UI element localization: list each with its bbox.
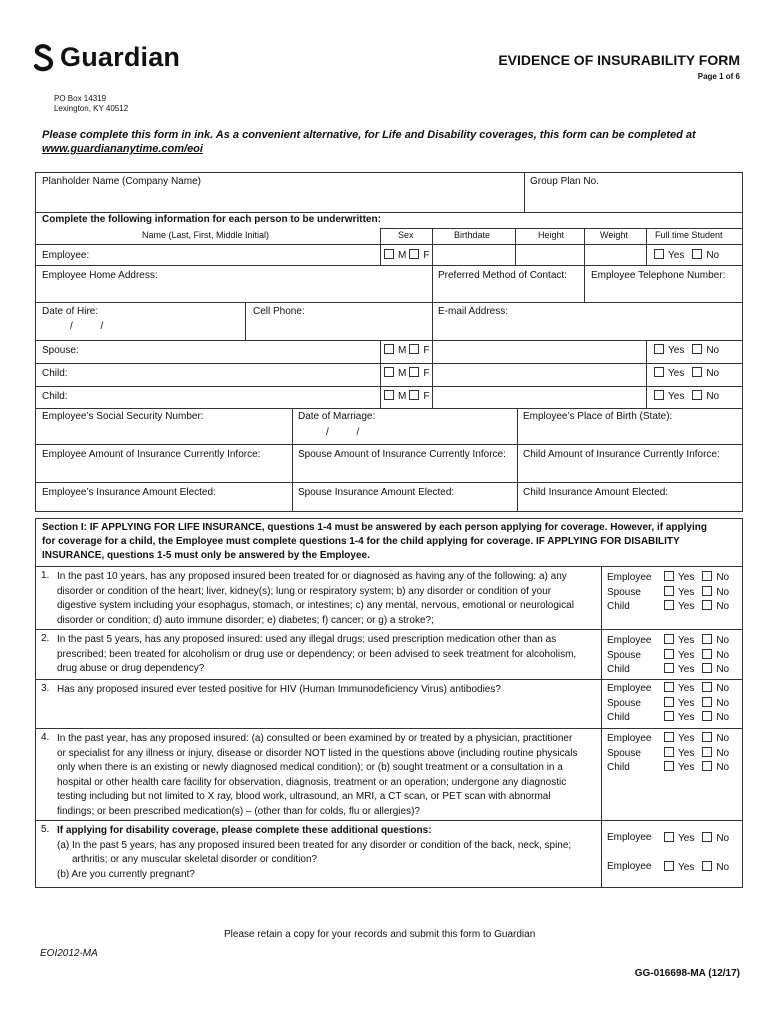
q1-employee-no-checkbox[interactable] bbox=[702, 571, 712, 581]
child2-sex-f-checkbox[interactable] bbox=[409, 390, 419, 400]
q4-line: testing including but not limited to X ray, blood work, ultrasound, an MRI, a CT scan, or PET scan with abnormal bbox=[57, 791, 551, 802]
cell-phone-label: Cell Phone: bbox=[253, 306, 305, 317]
q1-child-no-checkbox[interactable] bbox=[702, 600, 712, 610]
yes-label: Yes bbox=[668, 391, 685, 402]
no-label: No bbox=[716, 833, 730, 844]
q5a-answers bbox=[664, 832, 729, 844]
q2-text bbox=[57, 633, 576, 677]
email-label: E-mail Address: bbox=[438, 306, 509, 317]
q4-employee-yes-checkbox[interactable] bbox=[664, 732, 674, 742]
child-elected-label: Child Insurance Amount Elected: bbox=[523, 487, 669, 498]
no-label: No bbox=[716, 697, 730, 709]
employee-inforce-label: Employee Amount of Insurance Currently Inforce: bbox=[42, 449, 261, 460]
q2-line: In the past 5 years, has any proposed insured: used any illegal drugs; used prescription medication other than as bbox=[57, 634, 557, 645]
spouse-sex-f-checkbox[interactable] bbox=[409, 344, 419, 354]
q3-spouse-no-checkbox[interactable] bbox=[702, 697, 712, 707]
q4-line: findings; or been prescribed medication(s) – (other than for colds, flu or allergies)? bbox=[57, 805, 420, 817]
party-child: Child bbox=[607, 712, 630, 723]
date-of-hire-slashes: / / bbox=[70, 321, 104, 332]
no-label: No bbox=[716, 572, 730, 583]
q2-child-no-checkbox[interactable] bbox=[702, 663, 712, 673]
q5b-no-checkbox[interactable] bbox=[702, 861, 712, 871]
yes-label: Yes bbox=[678, 664, 695, 675]
q2-answers bbox=[664, 634, 729, 678]
date-of-marriage-label: Date of Marriage: bbox=[298, 411, 376, 422]
q4-number: 4. bbox=[41, 732, 50, 743]
preferred-contact-label: Preferred Method of Contact: bbox=[438, 270, 567, 281]
sex-m-label: M bbox=[398, 368, 407, 379]
q1-parties bbox=[607, 571, 651, 615]
col-name: Name (Last, First, Middle Initial) bbox=[142, 230, 270, 240]
yes-label: Yes bbox=[678, 697, 695, 709]
q5-text bbox=[57, 824, 571, 882]
q2-spouse-no-checkbox[interactable] bbox=[702, 649, 712, 659]
child1-sex bbox=[384, 367, 429, 379]
yes-label: Yes bbox=[668, 250, 685, 261]
section1-line1: Section I: IF APPLYING FOR LIFE INSURANCE, questions 1-4 must be answered by each person applying for coverage. However, if applying bbox=[42, 522, 707, 533]
yes-label: Yes bbox=[678, 572, 695, 583]
party-child: Child bbox=[607, 664, 630, 675]
address-line-2: Lexington, KY 40512 bbox=[54, 104, 129, 113]
no-label: No bbox=[716, 649, 730, 661]
party-spouse: Spouse bbox=[607, 747, 641, 759]
q4-text bbox=[57, 732, 577, 819]
child1-label: Child: bbox=[42, 368, 68, 379]
col-sex: Sex bbox=[398, 230, 414, 240]
q1-number: 1. bbox=[41, 570, 50, 581]
yes-label: Yes bbox=[668, 345, 685, 356]
eoi-link[interactable]: www.guardiananytime.com/eoi bbox=[42, 143, 203, 155]
q3-parties bbox=[607, 682, 651, 726]
q5-line: (a) In the past 5 years, has any proposed insured been treated for any disorder or condition of the back, neck, spine; bbox=[57, 839, 572, 851]
page-number: Page 1 of 6 bbox=[697, 72, 740, 81]
q3-answers bbox=[664, 682, 729, 726]
no-label: No bbox=[716, 635, 730, 646]
no-label: No bbox=[706, 345, 720, 356]
q3-employee-yes-checkbox[interactable] bbox=[664, 682, 674, 692]
q5b-answers bbox=[664, 861, 729, 873]
q5b-party: Employee bbox=[607, 861, 652, 872]
q5-line: (b) Are you currently pregnant? bbox=[57, 868, 195, 880]
q4-line: or specialist for any illness or injury, disease or disorder NOT listed in the questions above (including routine physicals bbox=[57, 747, 578, 759]
q1-line: disorder or condition; d) auto immune disorder; e) diabetes; f) cancer; or g) a stroke?; bbox=[57, 614, 434, 626]
spouse-sex-m-checkbox[interactable] bbox=[384, 344, 394, 354]
spouse-student-yes-checkbox[interactable] bbox=[654, 344, 664, 354]
q1-employee-yes-checkbox[interactable] bbox=[664, 571, 674, 581]
no-label: No bbox=[716, 862, 730, 873]
spouse-student-no-checkbox[interactable] bbox=[692, 344, 702, 354]
child1-student-no-checkbox[interactable] bbox=[692, 367, 702, 377]
q1-line: In the past 10 years, has any proposed insured been treated for or diagnosed as having any of the following: a) any bbox=[57, 571, 567, 582]
group-plan-label: Group Plan No. bbox=[530, 176, 599, 187]
sex-m-label: M bbox=[398, 345, 407, 356]
q5a-party: Employee bbox=[607, 832, 652, 843]
yes-label: Yes bbox=[678, 601, 695, 612]
party-employee: Employee bbox=[607, 635, 652, 646]
sex-f-label: F bbox=[423, 345, 430, 356]
col-student: Full time Student bbox=[655, 230, 723, 240]
spouse-inforce-label: Spouse Amount of Insurance Currently Inforce: bbox=[298, 449, 506, 460]
child2-sex bbox=[384, 390, 429, 402]
no-label: No bbox=[716, 747, 730, 759]
q2-child-yes-checkbox[interactable] bbox=[664, 663, 674, 673]
no-label: No bbox=[706, 368, 720, 379]
yes-label: Yes bbox=[678, 833, 695, 844]
col-weight: Weight bbox=[600, 230, 628, 240]
employee-student-yes-checkbox[interactable] bbox=[654, 249, 664, 259]
q4-child-no-checkbox[interactable] bbox=[702, 761, 712, 771]
sex-f-label: F bbox=[423, 391, 430, 402]
party-spouse: Spouse bbox=[607, 586, 641, 598]
q5a-no-checkbox[interactable] bbox=[702, 832, 712, 842]
spouse-elected-label: Spouse Insurance Amount Elected: bbox=[298, 487, 455, 498]
date-of-hire-label: Date of Hire: bbox=[42, 306, 99, 317]
yes-label: Yes bbox=[678, 586, 695, 598]
yes-label: Yes bbox=[678, 635, 695, 646]
employee-label: Employee: bbox=[42, 250, 90, 261]
q5b-yes-checkbox[interactable] bbox=[664, 861, 674, 871]
guardian-logo bbox=[34, 42, 180, 73]
ssn-label: Employee’s Social Security Number: bbox=[42, 411, 204, 422]
q4-parties bbox=[607, 732, 651, 776]
party-employee: Employee bbox=[607, 683, 652, 694]
party-spouse: Spouse bbox=[607, 697, 641, 709]
form-code: EOI2012-MA bbox=[40, 948, 98, 959]
q1-text bbox=[57, 570, 574, 628]
address-line-1: PO Box 14319 bbox=[54, 94, 107, 103]
yes-label: Yes bbox=[678, 762, 695, 773]
no-label: No bbox=[706, 391, 720, 402]
yes-label: Yes bbox=[668, 368, 685, 379]
party-child: Child bbox=[607, 601, 630, 612]
child2-student bbox=[654, 390, 719, 402]
telephone-label: Employee Telephone Number: bbox=[591, 270, 726, 281]
child2-student-no-checkbox[interactable] bbox=[692, 390, 702, 400]
no-label: No bbox=[716, 712, 730, 723]
q2-employee-yes-checkbox[interactable] bbox=[664, 634, 674, 644]
no-label: No bbox=[716, 601, 730, 612]
persons-intro: Complete the following information for each person to be underwritten: bbox=[42, 214, 381, 225]
employee-student bbox=[654, 249, 719, 261]
party-child: Child bbox=[607, 762, 630, 773]
child2-label: Child: bbox=[42, 391, 68, 402]
q5a-yes-checkbox[interactable] bbox=[664, 832, 674, 842]
child-inforce-label: Child Amount of Insurance Currently Inforce: bbox=[523, 449, 720, 460]
home-address-label: Employee Home Address: bbox=[42, 270, 158, 281]
brand-name: Guardian bbox=[60, 42, 181, 72]
child1-sex-m-checkbox[interactable] bbox=[384, 367, 394, 377]
party-spouse: Spouse bbox=[607, 649, 641, 661]
sex-m-label: M bbox=[398, 391, 407, 402]
col-birthdate: Birthdate bbox=[454, 230, 491, 240]
instructions-text: Please complete this form in ink. As a convenient alternative, for Life and Disability coverages, this form can be completed at bbox=[42, 129, 696, 141]
no-label: No bbox=[716, 733, 730, 744]
q5-number: 5. bbox=[41, 824, 50, 835]
q3-child-no-checkbox[interactable] bbox=[702, 711, 712, 721]
yes-label: Yes bbox=[678, 747, 695, 759]
place-of-birth-label: Employee’s Place of Birth (State): bbox=[523, 411, 673, 422]
child1-student bbox=[654, 367, 719, 379]
planholder-label: Planholder Name (Company Name) bbox=[42, 176, 201, 187]
employee-elected-label: Employee’s Insurance Amount Elected: bbox=[42, 487, 216, 498]
q4-child-yes-checkbox[interactable] bbox=[664, 761, 674, 771]
q3-number: 3. bbox=[41, 683, 50, 694]
sex-m-label: M bbox=[398, 250, 407, 261]
q3-line: Has any proposed insured ever tested positive for HIV (Human Immunodeficiency Virus) antibodies? bbox=[57, 684, 501, 695]
form-number: GG-016698-MA (12/17) bbox=[634, 968, 740, 979]
q1-child-yes-checkbox[interactable] bbox=[664, 600, 674, 610]
spouse-sex bbox=[384, 344, 429, 356]
yes-label: Yes bbox=[678, 649, 695, 661]
q1-answers bbox=[664, 571, 729, 615]
yes-label: Yes bbox=[678, 712, 695, 723]
q4-line: In the past year, has any proposed insured: (a) consulted or been examined by or treated by a physician, practitioner bbox=[57, 733, 573, 744]
party-employee: Employee bbox=[607, 733, 652, 744]
q4-line: hospital or other health care facility for observation, diagnosis, treatment or an operation; undergone any diagnostic bbox=[57, 776, 567, 788]
q5-line: arthritis; or any muscular skeletal disorder or condition? bbox=[72, 854, 318, 865]
spouse-student bbox=[654, 344, 719, 356]
retain-copy-note: Please retain a copy for your records and submit this form to Guardian bbox=[224, 929, 536, 940]
q1-spouse-no-checkbox[interactable] bbox=[702, 586, 712, 596]
sex-f-label: F bbox=[423, 368, 430, 379]
marriage-date-slashes: / / bbox=[326, 427, 360, 438]
q2-employee-no-checkbox[interactable] bbox=[702, 634, 712, 644]
q4-line: only when there is an existing or newly diagnosed medical condition); or (b) sought treatment or a consultation in a bbox=[57, 762, 563, 773]
yes-label: Yes bbox=[678, 733, 695, 744]
q3-spouse-yes-checkbox[interactable] bbox=[664, 697, 674, 707]
q2-number: 2. bbox=[41, 633, 50, 644]
yes-label: Yes bbox=[678, 862, 695, 873]
q2-line: prescribed; been treated for alcoholism or drug use or dependency; or been advised to seek treatment for alcoholism, bbox=[57, 648, 577, 660]
q1-line: digestive system including your esophagus, stomach, or intestines; c) any mental, nervous, emotional or neurological bbox=[57, 600, 574, 611]
no-label: No bbox=[716, 586, 730, 598]
child1-sex-f-checkbox[interactable] bbox=[409, 367, 419, 377]
child2-sex-m-checkbox[interactable] bbox=[384, 390, 394, 400]
q3-employee-no-checkbox[interactable] bbox=[702, 682, 712, 692]
no-label: No bbox=[716, 664, 730, 675]
no-label: No bbox=[716, 762, 730, 773]
party-employee: Employee bbox=[607, 572, 652, 583]
employee-sex-f-checkbox[interactable] bbox=[409, 249, 419, 259]
q2-line: drug abuse or drug dependency? bbox=[57, 663, 205, 674]
employee-student-no-checkbox[interactable] bbox=[692, 249, 702, 259]
employee-sex-m-checkbox[interactable] bbox=[384, 249, 394, 259]
q4-spouse-no-checkbox[interactable] bbox=[702, 747, 712, 757]
q3-child-yes-checkbox[interactable] bbox=[664, 711, 674, 721]
spouse-label: Spouse: bbox=[42, 345, 79, 356]
q5-title: If applying for disability coverage, please complete these additional questions: bbox=[57, 825, 432, 836]
child1-student-yes-checkbox[interactable] bbox=[654, 367, 664, 377]
no-label: No bbox=[716, 683, 730, 694]
q4-answers bbox=[664, 732, 729, 776]
instructions bbox=[42, 128, 732, 156]
form-title: EVIDENCE OF INSURABILITY FORM bbox=[498, 52, 740, 68]
q1-spouse-yes-checkbox[interactable] bbox=[664, 586, 674, 596]
no-label: No bbox=[706, 250, 720, 261]
q2-spouse-yes-checkbox[interactable] bbox=[664, 649, 674, 659]
col-height: Height bbox=[538, 230, 565, 240]
employee-sex bbox=[384, 249, 429, 261]
q1-line: disorder or condition of the heart; liver, kidney(s); lung or respiratory system; b) any disorder or condition of your bbox=[57, 585, 552, 597]
q4-spouse-yes-checkbox[interactable] bbox=[664, 747, 674, 757]
section1-line2: for coverage for a child, the Employee must complete questions 1-4 for the child applying for coverage. IF APPLYING FOR DISABILITY bbox=[42, 536, 680, 547]
yes-label: Yes bbox=[678, 683, 695, 694]
child2-student-yes-checkbox[interactable] bbox=[654, 390, 664, 400]
guardian-logo-icon bbox=[34, 44, 54, 72]
q3-text bbox=[57, 683, 501, 698]
q4-employee-no-checkbox[interactable] bbox=[702, 732, 712, 742]
section1-line3: INSURANCE, questions 1-5 must only be answered by the Employee. bbox=[42, 550, 370, 561]
sex-f-label: F bbox=[423, 250, 430, 261]
q2-parties bbox=[607, 634, 651, 678]
